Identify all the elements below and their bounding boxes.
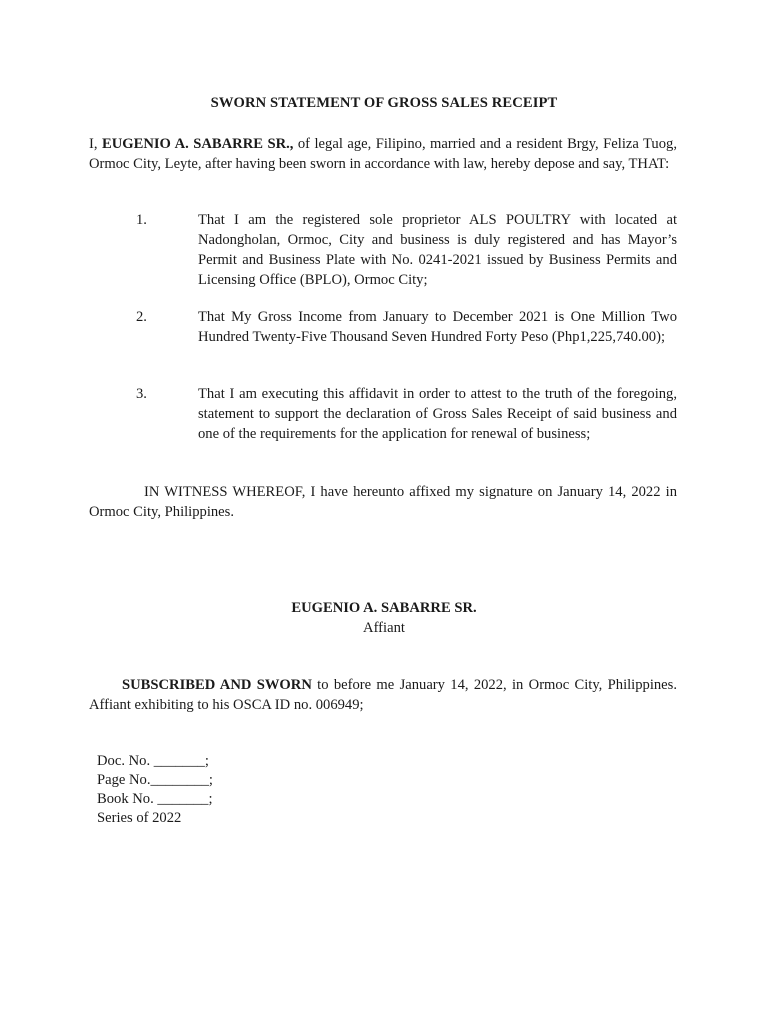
intro-paragraph — [89, 134, 677, 174]
item-text: That I am executing this affidavit in order to attest to the truth of the foregoing, statement to support the declaration of Gross Sales Receipt of said business and one of the requirements for the application for renewal of business; — [198, 386, 677, 442]
document-title: SWORN STATEMENT OF GROSS SALES RECEIPT — [210, 95, 558, 111]
intro-body: of legal age, Filipino, married and a resident Brgy, Feliza Tuog, Ormoc City, Leyte, after having been sworn in accordance with law, hereby depose and say, THAT: — [89, 136, 677, 172]
item-number: 1. — [136, 212, 147, 228]
series-line: Series of 2022 — [97, 810, 182, 826]
doc-number-line: Doc. No. _______; — [97, 753, 209, 769]
subscribed-paragraph — [89, 675, 677, 715]
page-number-line: Page No.________; — [97, 772, 213, 788]
declarant-name: EUGENIO A. SABARRE SR., — [101, 136, 294, 152]
book-number-line: Book No. _______; — [97, 791, 213, 807]
subscribed-body: to before me January 14, 2022, in Ormoc City, Philippines. Affiant exhibiting to his OSCA ID no. 006949; — [89, 677, 677, 713]
item-text: That My Gross Income from January to December 2021 is One Million Two Hundred Twenty-Five Thousand Seven Hundred Forty Peso (Php1,225,740.00); — [198, 309, 677, 345]
item-number: 2. — [136, 309, 147, 325]
item-text: That I am the registered sole proprietor ALS POULTRY with located at Nadongholan, Ormoc, City and business is duly registered and has Mayor’s Permit and Business Plate with No. 0241-2021 issued by Business Permits and Licensing Office (BPLO), Ormoc City; — [198, 212, 677, 288]
notarial-register — [97, 752, 397, 828]
affiant-name: EUGENIO A. SABARRE SR. — [291, 600, 477, 616]
intro-prefix: I, — [89, 136, 102, 152]
affiant-label: Affiant — [363, 620, 405, 636]
witness-paragraph: IN WITNESS WHEREOF, I have hereunto affixed my signature on January 14, 2022 in Ormoc City, Philippines. — [89, 484, 677, 520]
item-number: 3. — [136, 386, 147, 402]
subscribed-lead: SUBSCRIBED AND SWORN — [122, 677, 312, 693]
